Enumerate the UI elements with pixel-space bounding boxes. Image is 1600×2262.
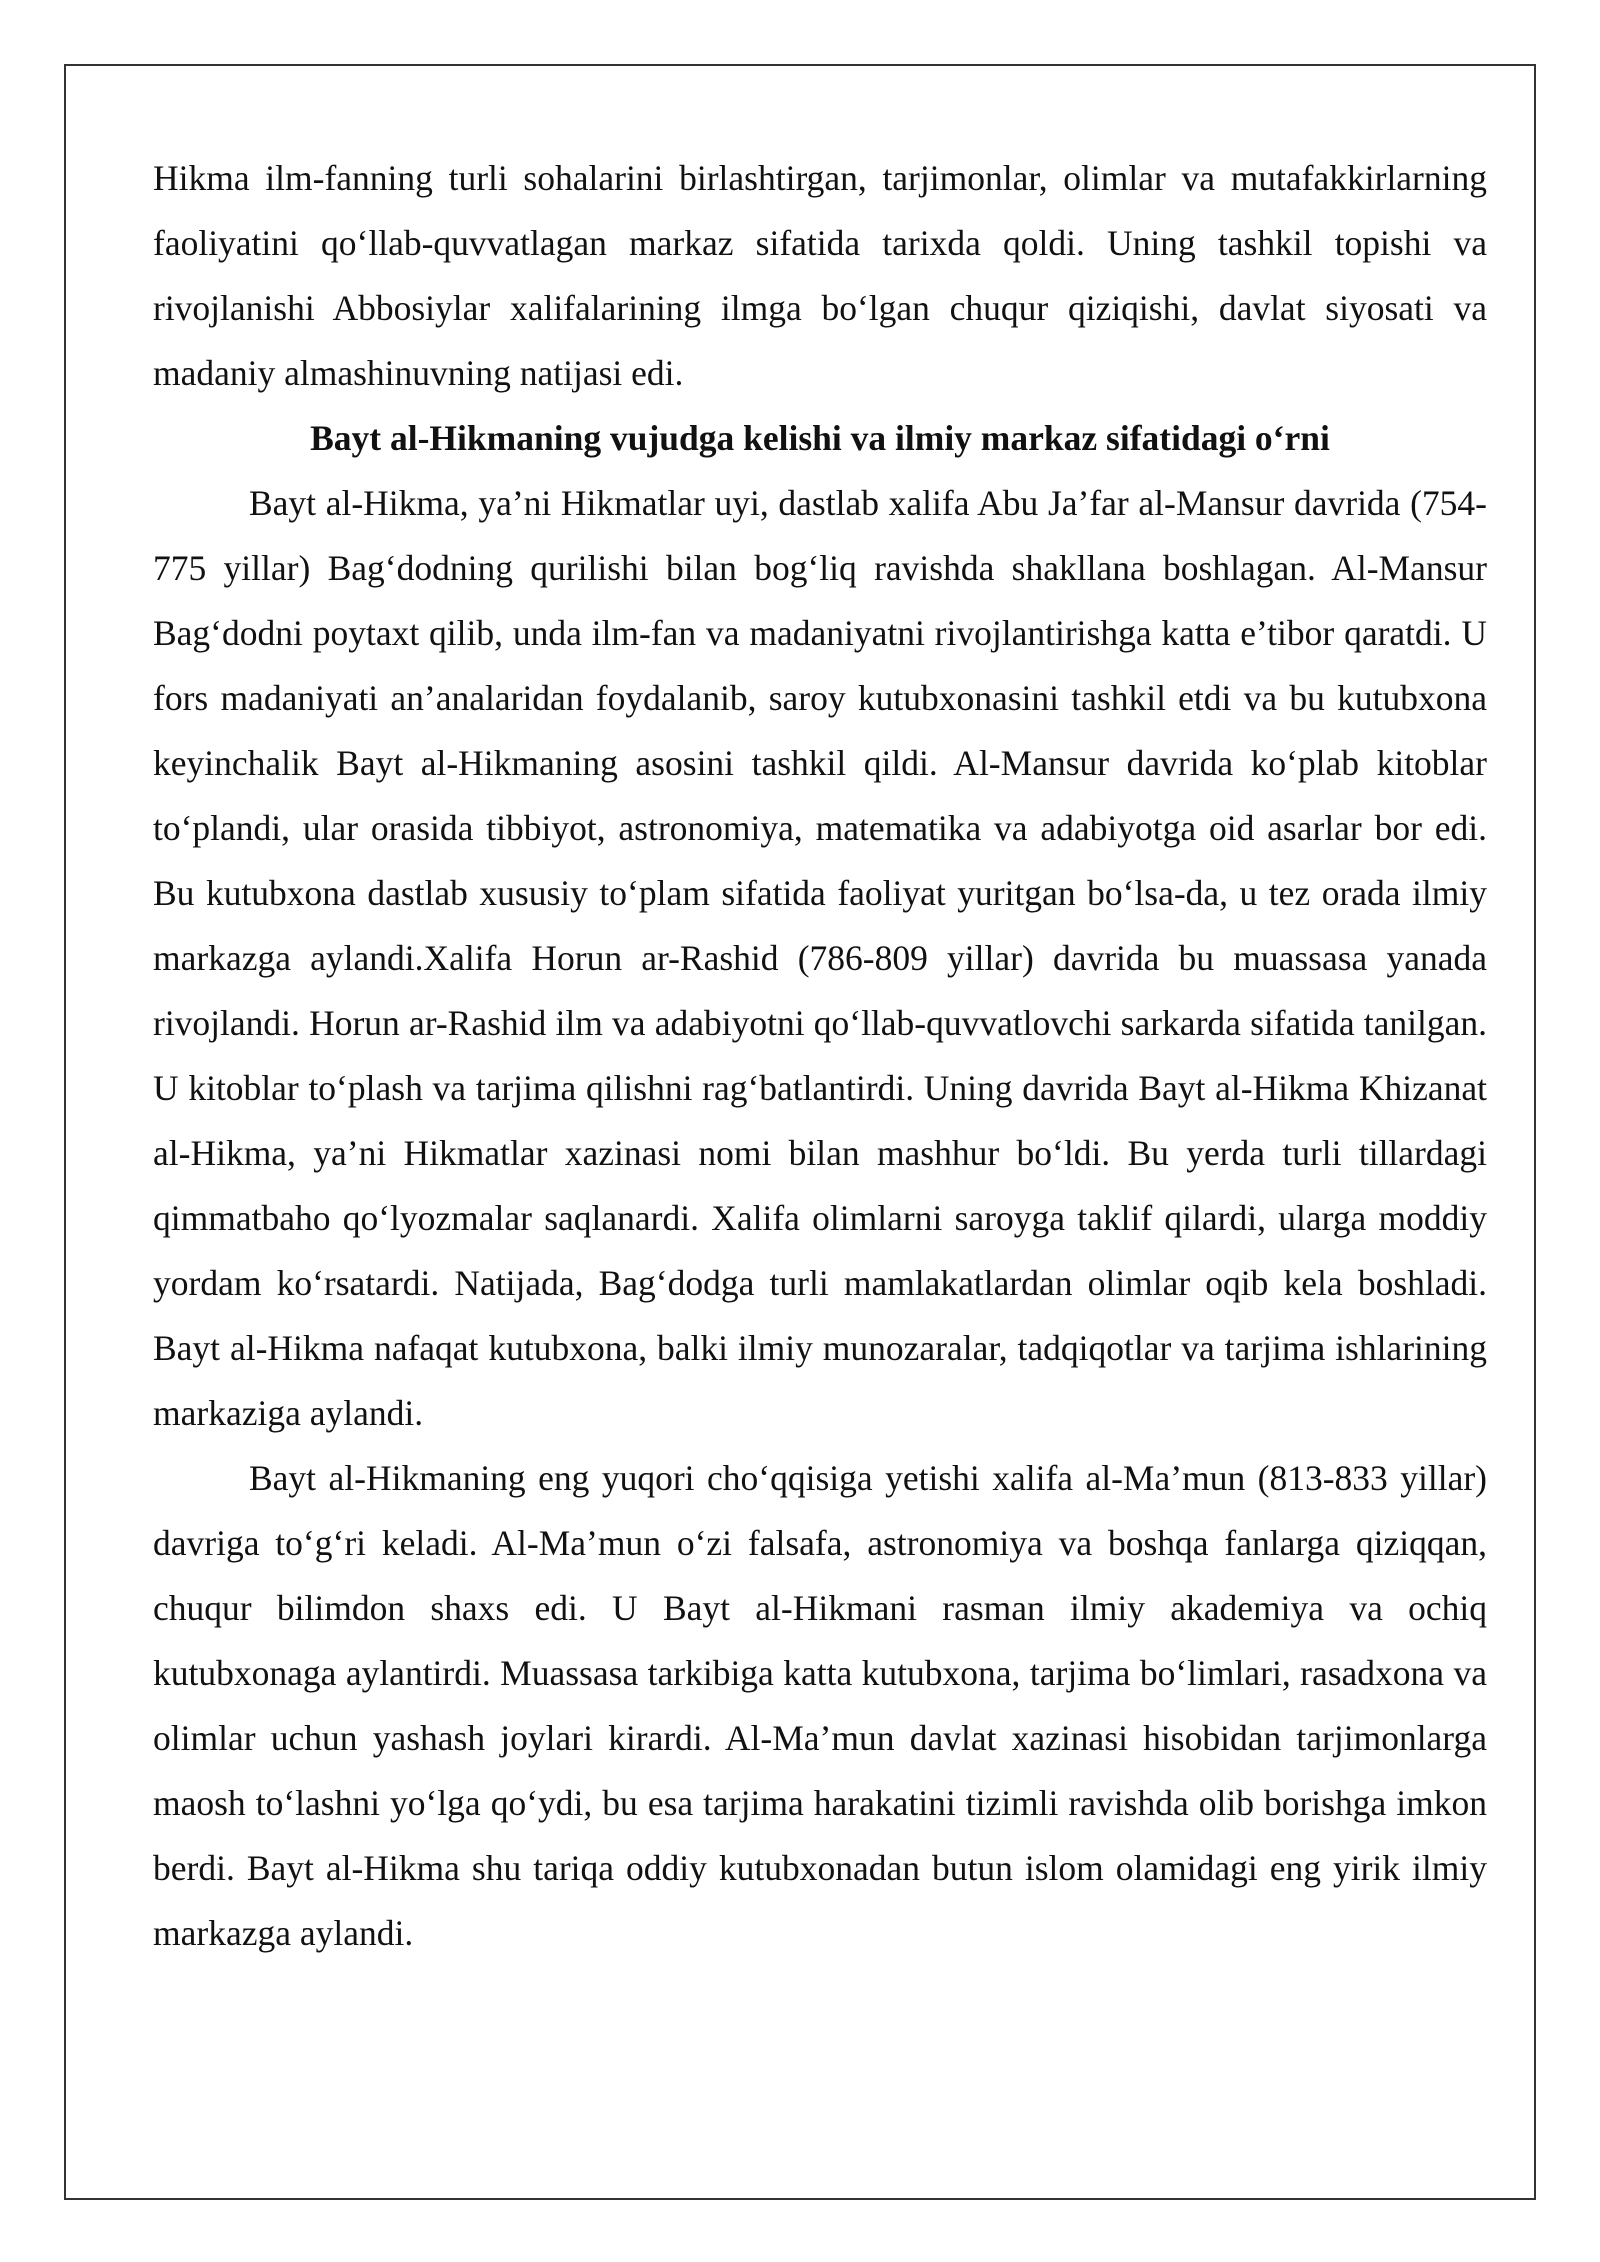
body-paragraph-mamun: Bayt al-Hikmaning eng yuqori cho‘qqisiga yetishi xalifa al-Ma’mun (813-833 yillar) davriga to‘g‘ri keladi. Al-Ma’mun o‘zi falsafa, astronomiya va boshqa fanlarga qiziqqan, chuqur bilimdon shaxs edi. U Bayt al-Hikmani rasman ilmiy akademiya va ochiq kutubxonaga aylantirdi. Muassasa tarkibiga katta kutubxona, tarjima bo‘limlari, rasadxona va olimlar uchun yashash joylari kirardi. Al-Ma’mun davlat xazinasi hisobidan tarjimonlarga maosh to‘lashni yo‘lga qo‘ydi, bu esa tarjima harakatini tizimli ravishda olib borishga imkon berdi. Bayt al-Hikma shu tariqa oddiy kutubxonadan butun islom olamidagi eng yirik ilmiy markazga aylandi.: [153, 1458, 1487, 1953]
body-paragraph-mansur-harun: Bayt al-Hikma, ya’ni Hikmatlar uyi, dastlab xalifa Abu Ja’far al-Mansur davrida (754-775 yillar) Bag‘dodning qurilishi bilan bog‘liq ravishda shakllana boshlagan. Al-Mansur Bag‘dodni poytaxt qilib, unda ilm-fan va madaniyatni rivojlantirishga katta e’tibor qaratdi. U fors madaniyati an’analaridan foydalanib, saroy kutubxonasini tashkil etdi va bu kutubxona keyinchalik Bayt al-Hikmaning asosini tashkil qildi. Al-Mansur davrida ko‘plab kitoblar to‘plandi, ular orasida tibbiyot, astronomiya, matematika va adabiyotga oid asarlar bor edi. Bu kutubxona dastlab xususiy to‘plam sifatida faoliyat yuritgan bo‘lsa-da, u tez orada ilmiy markazga aylandi.Xalifa Horun ar-Rashid (786-809 yillar) davrida bu muassasa yanada rivojlandi. Horun ar-Rashid ilm va adabiyotni qo‘llab-quvvatlovchi sarkarda sifatida tanilgan. U kitoblar to‘plash va tarjima qilishni rag‘batlantirdi. Uning davrida Bayt al-Hikma Khizanat al-Hikma, ya’ni Hikmatlar xazinasi nomi bilan mashhur bo‘ldi. Bu yerda turli tillardagi qimmatbaho qo‘lyozmalar saqlanardi. Xalifa olimlarni saroyga taklif qilardi, ularga moddiy yordam ko‘rsatardi. Natijada, Bag‘dodga turli mamlakatlardan olimlar oqib kela boshladi. Bayt al-Hikma nafaqat kutubxona, balki ilmiy munozaralar, tadqiqotlar va tarjima ishlarining markaziga aylandi.: [153, 483, 1487, 1433]
section-heading: Bayt al-Hikmaning vujudga kelishi va ilmiy markaz sifatidagi o‘rni: [310, 418, 1330, 458]
continuation-paragraph: Hikma ilm-fanning turli sohalarini birlashtirgan, tarjimonlar, olimlar va mutafakkirlarning faoliyatini qo‘llab-quvvatlagan markaz sifatida tarixda qoldi. Uning tashkil topishi va rivojlanishi Abbosiylar xalifalarining ilmga bo‘lgan chuqur qiziqishi, davlat siyosati va madaniy almashinuvning natijasi edi.: [153, 158, 1487, 393]
document-body: [153, 146, 1487, 1966]
